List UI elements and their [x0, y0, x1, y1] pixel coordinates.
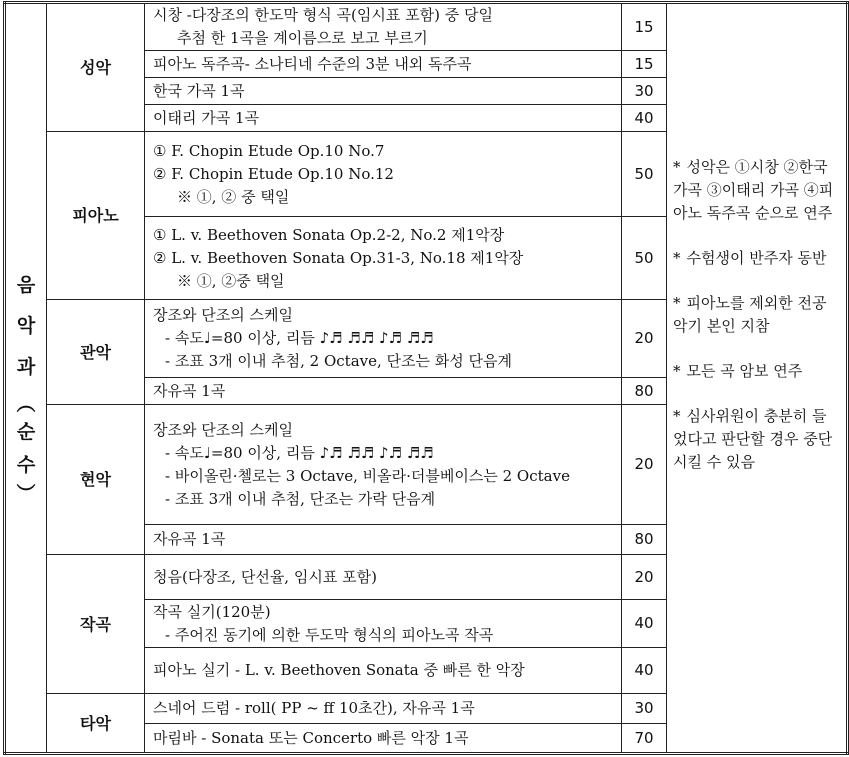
requirement-cell [145, 525, 622, 555]
requirement-line: 자유곡 1곡 [153, 381, 226, 400]
score-cell: 80 [622, 378, 667, 405]
score-cell: 15 [622, 3, 667, 51]
requirement-line: 장조와 단조의 스케일 [153, 420, 293, 439]
score-cell: 50 [622, 217, 667, 300]
requirement-cell [145, 555, 622, 600]
requirement-line: 피아노 실기 - L. v. Beethoven Sonata 중 빠른 한 악장 [153, 661, 525, 679]
score-cell: 40 [622, 648, 667, 694]
note-mark: * [673, 407, 681, 425]
score-cell: 15 [622, 51, 667, 78]
requirement-line: - 주어진 동기에 의한 두도막 형식의 피아노곡 작곡 [165, 625, 494, 644]
requirement-line: 피아노 독주곡- 소나티네 수준의 3분 내외 독주곡 [153, 54, 472, 73]
score-cell: 40 [622, 600, 667, 648]
department-cell [5, 3, 47, 754]
requirement-line: ① F. Chopin Etude Op.10 No.7 [153, 141, 385, 160]
requirement-cell [145, 724, 622, 754]
note-text: 심사위원이 충분히 들었다고 판단할 경우 중단시킬 수 있음 [673, 407, 833, 471]
note-text: 모든 곡 암보 연주 [686, 362, 803, 380]
requirement-cell [145, 78, 622, 105]
requirement-cell [145, 300, 622, 378]
requirement-line: 장조와 단조의 스케일 [153, 306, 293, 324]
department-sub-char: 순 [16, 420, 36, 443]
requirement-cell [145, 405, 622, 525]
requirement-line: ① L. v. Beethoven Sonata Op.2-2, No.2 제1악장 [153, 225, 505, 244]
paren-open: ︵ [16, 392, 36, 415]
requirement-line: 이태리 가곡 1곡 [153, 108, 260, 127]
score-cell: 80 [622, 525, 667, 555]
requirement-cell [145, 3, 622, 51]
requirement-line: ※ ①, ②중 택일 [177, 271, 285, 290]
audition-requirements-table [3, 1, 849, 755]
requirement-line: - 속도♩=80 이상, 리듬 ♪♬ ♬♬ ♪♬ ♬♬ [165, 443, 434, 462]
requirement-line: ② L. v. Beethoven Sonata Op.31-3, No.18 제1악장 [153, 248, 524, 267]
requirement-line: - 조표 3개 이내 추첨, 2 Octave, 단조는 화성 단음계 [165, 352, 512, 370]
note-text: 성악은 ①시창 ②한국 가곡 ③이태리 가곡 ④피아노 독주곡 순으로 연주 [673, 158, 834, 222]
note-item [673, 360, 840, 383]
note-mark: * [673, 249, 681, 267]
requirement-cell [145, 105, 622, 132]
section-name-composition: 작곡 [47, 555, 145, 694]
notes-cell [667, 3, 848, 754]
note-item [673, 405, 840, 474]
requirement-line: - 조표 3개 이내 추첨, 단조는 가락 단음계 [165, 489, 436, 508]
department-char: 과 [16, 355, 36, 378]
note-text: 피아노를 제외한 전공 악기 본인 지참 [673, 294, 827, 335]
note-mark: * [673, 294, 681, 312]
score-cell: 30 [622, 694, 667, 724]
note-item [673, 292, 840, 338]
score-cell: 20 [622, 555, 667, 600]
score-cell: 20 [622, 300, 667, 378]
section-name-piano: 피아노 [47, 132, 145, 300]
requirement-cell [145, 378, 622, 405]
requirement-cell [145, 600, 622, 648]
requirement-line: - 바이올린·첼로는 3 Octave, 비올라·더블베이스는 2 Octave [165, 466, 570, 485]
note-text: 수험생이 반주자 동반 [686, 249, 827, 267]
requirement-line: 자유곡 1곡 [153, 530, 226, 548]
score-cell: 30 [622, 78, 667, 105]
section-name-strings: 현악 [47, 405, 145, 555]
section-name-winds: 관악 [47, 300, 145, 405]
score-cell: 20 [622, 405, 667, 525]
score-cell: 50 [622, 132, 667, 217]
requirement-line: 작곡 실기(120분) [153, 602, 271, 621]
requirement-line: ※ ①, ② 중 택일 [177, 187, 290, 206]
requirement-line: 한국 가곡 1곡 [153, 81, 245, 100]
requirement-cell [145, 132, 622, 217]
department-sub-char: 수 [16, 453, 36, 476]
requirement-cell [145, 694, 622, 724]
requirement-line: 마림바 - Sonata 또는 Concerto 빠른 악장 1곡 [153, 728, 469, 747]
requirement-cell [145, 51, 622, 78]
requirement-line: 추첨 한 1곡을 계이름으로 보고 부르기 [177, 29, 428, 47]
department-char: 음 [16, 273, 36, 296]
requirement-line: 시창 -다장조의 한도막 형식 곡(임시표 포함) 중 당일 [153, 6, 493, 24]
requirement-line: 청음(다장조, 단선율, 임시표 포함) [153, 567, 377, 586]
requirement-line: - 속도♩=80 이상, 리듬 ♪♬ ♬♬ ♪♬ ♬♬ [165, 329, 434, 347]
section-name-percussion: 타악 [47, 694, 145, 754]
requirement-line: 스네어 드럼 - roll( PP ~ ff 10초간), 자유곡 1곡 [153, 699, 475, 717]
note-item [673, 247, 840, 270]
requirement-cell [145, 217, 622, 300]
score-cell: 40 [622, 105, 667, 132]
requirement-line: ② F. Chopin Etude Op.10 No.12 [153, 164, 394, 183]
department-char: 악 [16, 314, 36, 337]
requirement-cell [145, 648, 622, 694]
note-mark: * [673, 362, 681, 380]
paren-close: ︶ [16, 482, 36, 505]
note-item [673, 156, 840, 225]
note-mark: * [673, 158, 681, 176]
section-name-vocal: 성악 [47, 3, 145, 132]
score-cell: 70 [622, 724, 667, 754]
